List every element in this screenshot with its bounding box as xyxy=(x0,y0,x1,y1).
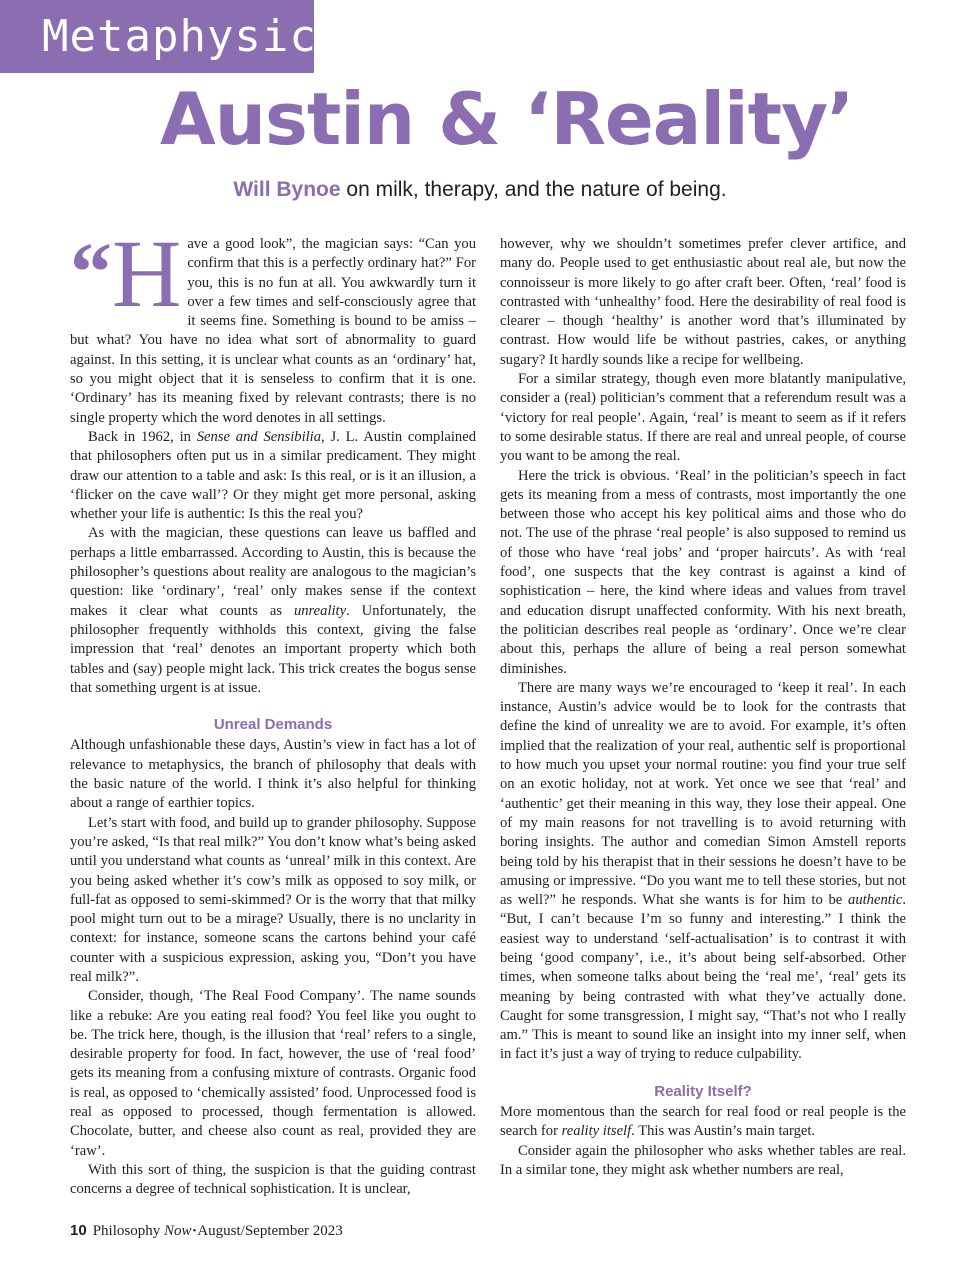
paragraph: Consider, though, ‘The Real Food Company’. The name sounds like a rebuke: Are you eating real food? You feel like you ought to be. The trick here, though, is the illusion that ‘real’ refers to a single, desirable property for food. In fact, however, the use of ‘real food’ gets its meaning from a confusing mixture of contrasts. Organic food is real, as opposed to ‘chemically assisted’ food. Unprocessed food is real as opposed to processed, though fermentation is allowed. Chocolate, butter, and cheese also count as real, provided they are ‘raw’. xyxy=(70,988,476,1159)
standfirst xyxy=(0,178,960,202)
subheading: Reality Itself? xyxy=(654,1082,752,1100)
paragraph: Back in 1962, in Sense and Sensibilia, J. L. Austin complained that philosophers often put us in a similar predicament. They might draw our attention to a table and ask: Is this real, or is it an illusion, a ‘flicker on the cave wall’? Or they might get more personal, asking whether your life is authentic: Is this the real you? xyxy=(70,428,476,523)
standfirst-text: on milk, therapy, and the nature of being. xyxy=(340,178,727,201)
paragraph: Let’s start with food, and build up to grander philosophy. Suppose you’re asked, “Is that real milk?” You don’t know what’s being asked until you understand what counts as ‘unreal’ milk in this context. Are you being asked whether it’s cow’s milk as opposed to soy milk, or full-fat as opposed to semi-skimmed? Or is the worry that that milky pool might turn out to be a mirage? Usually, there is no unclarity in context: for instance, someone scans the cartons behind your café counter with a suspicious expression, asking you, “Don’t you have real milk?”. xyxy=(70,814,476,985)
section-tag: Metaphysics xyxy=(0,0,314,73)
paragraph: Although unfashionable these days, Austin’s view in fact has a lot of relevance to metaphysics, the branch of philosophy that deals with the basic nature of the world. I think it’s also helpful for thinking about a range of earthier topics. xyxy=(70,737,476,812)
subheading: Unreal Demands xyxy=(213,716,333,734)
paragraph: Here the trick is obvious. ‘Real’ in the politician’s speech in fact gets its meaning from a mess of contrasts, most importantly the one between those who accept his key political aims and those who do not. The use of the phrase ‘real people’ is also supposed to remind us of those who have ‘real jobs’ and ‘proper haircuts’. As with ‘real food’, one suspects that the key contrast is against a kind of sophistication – here, the kind where ideas and values from travel and education disrupt unaffected conformity. With his next breath, the politician describes real people as ‘ordinary’. Once we’re clear about this, perhaps the allure of being a real person somewhat diminishes. xyxy=(500,467,906,677)
magazine-name: Philosophy Now xyxy=(92,1223,192,1239)
emphasis: authentic xyxy=(848,892,903,909)
book-title: Sense and Sensibilia xyxy=(196,428,322,445)
emphasis: unreality xyxy=(293,602,347,619)
right-column xyxy=(500,235,906,1180)
drop-cap xyxy=(70,220,182,327)
paragraph: As with the magician, these questions can leave us baffled and perhaps a little embarrassed. According to Austin, this is because the philosopher’s questions about reality are analogous to the magician’s question: like ‘ordinary’, ‘real’ only makes sense if the context makes it clear what counts as unreality. Unfortunately, the philosopher frequently withholds this context, giving the false impression that ‘real’ denotes an important property which both tables and (say) people might lack. This trick creates the bogus sense that something urgent is at issue. xyxy=(70,525,476,696)
drop-cap-quote: “ xyxy=(70,226,112,319)
paragraph: More momentous than the search for real food or real people is the search for reality itself. This was Austin’s main target. xyxy=(500,1104,906,1140)
paragraph: With this sort of thing, the suspicion is that the guiding contrast concerns a degree of technical sophistication. It is unclear, xyxy=(70,1161,476,1198)
left-column xyxy=(70,220,476,1200)
author-name: Will Bynoe xyxy=(233,178,341,201)
drop-cap-letter: H xyxy=(112,220,182,327)
paragraph: ave a good look”, the magician says: “Can you confirm that this is a perfectly ordinary hat?” For you, this is no fun at all. You awkwardly turn it over a few times and self-consciously agree that it seems fine. Something is bound to be amiss – but what? You have no idea what sort of abnormality to guard against. In this setting, it is unclear what counts as an ‘ordinary’ hat, so you might object that it is senseless to confirm that it is one. ‘Ordinary’ has its meaning fixed by relevant contrasts; there is no single property which the word denotes in all settings. xyxy=(70,236,476,426)
page-number: 10 xyxy=(70,1222,87,1239)
issue-date: August/September 2023 xyxy=(197,1223,343,1239)
paragraph: For a similar strategy, though even more blatantly manipulative, consider a (real) politician’s comment that a referendum result was a ‘victory for real people’. Again, ‘real’ is meant to seem as if it refers to some desirable status. If there are real and unreal people, of course you want to be among the real. xyxy=(500,371,906,465)
page-footer xyxy=(70,1222,343,1240)
article-headline: Austin & ‘Reality’ xyxy=(160,77,854,161)
paragraph: Consider again the philosopher who asks whether tables are real. In a similar tone, they might ask whether numbers are real, xyxy=(500,1142,906,1178)
paragraph: There are many ways we’re encouraged to ‘keep it real’. In each instance, Austin’s advice would be to look for the contrasts that define the kind of unreality we are to avoid. For example, it’s often implied that the realization of your real, authentic self is proportional to how much you upset your normal routine: you find your true self on an exotic holiday, not at work. Yet once we see that ‘real’ and ‘authentic’ get their meaning in this way, they lose their appeal. One of my main reasons for not travelling is to avoid returning with boring insights. The author and comedian Simon Amstell reports being told by his therapist that in their sessions he doesn’t have to be amusing or impressive. “Do you want me to tell these stories, but not as well?” he responds. What she wants is for him to be authentic. “But, I can’t because I’m so funny and interesting.” I think the easiest way to understand ‘self-actualisation’ is to contrast it with being ‘good company’, i.e., it’s about being self-absorbed. Other times, when someone talks about being the ‘real me’, ‘real’ gets its meaning by being contrasted with what they’ve actually done. Caught for some transgression, I might say, “That’s not who I really am.” This is meant to sound like an insight into my inner self, when in fact it’s just a way of trying to reduce culpability. xyxy=(500,679,906,1063)
paragraph: however, why we shouldn’t sometimes prefer clever artifice, and many do. People used to get enthusiastic about real ale, but now the connoisseur is more likely to go after craft beer. Often, ‘real’ food is contrasted with ‘unhealthy’ food. Here the desirability of real food is clearer – though ‘healthy’ is another word that’s illuminated by contrast. How would life be without pastries, cakes, or anything sugary? It hardly sounds like a recipe for wellbeing. xyxy=(500,236,906,368)
bullet-separator: • xyxy=(192,1225,197,1237)
emphasis: reality itself xyxy=(561,1123,632,1140)
